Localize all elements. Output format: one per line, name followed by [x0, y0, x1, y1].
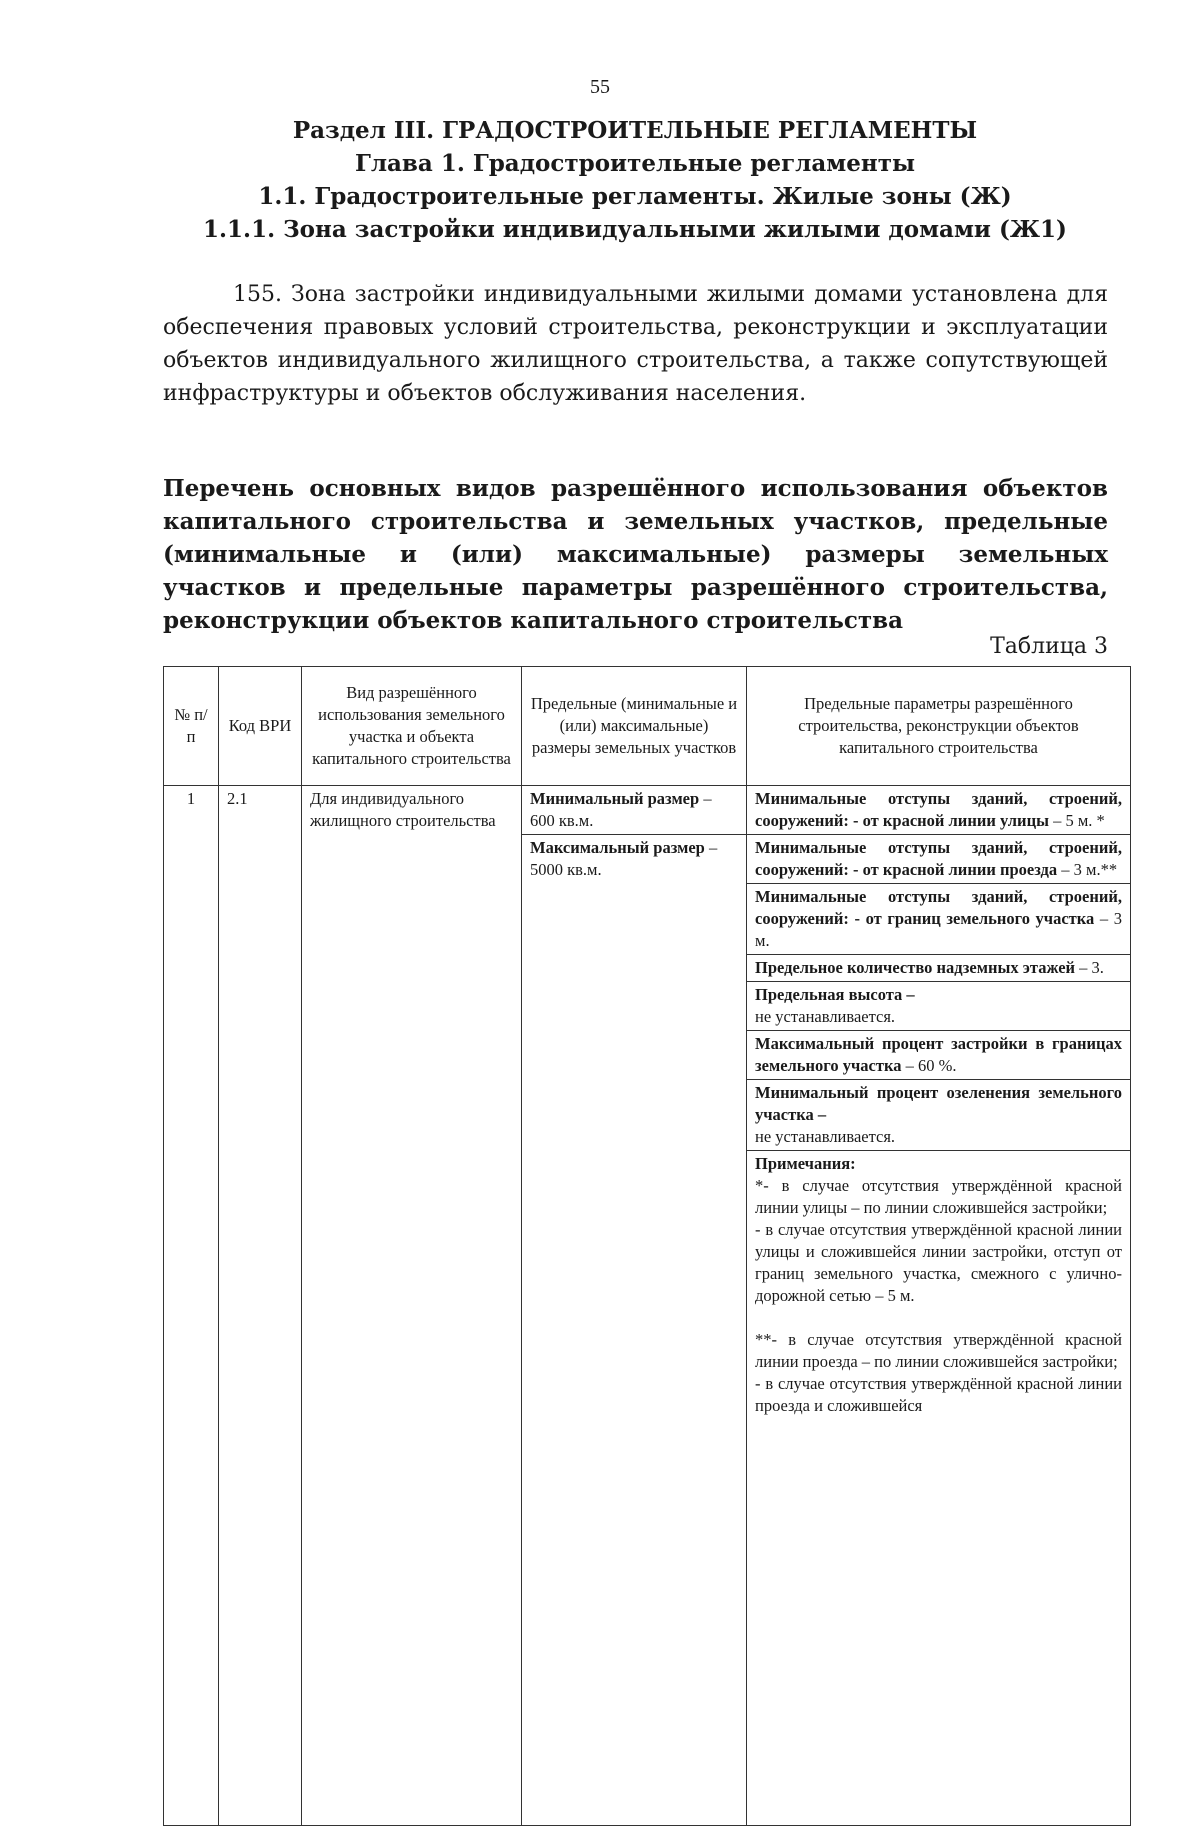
- param-rest: – 5 м. *: [1048, 811, 1105, 830]
- header-type: Вид разрешённого использования земельного участка и объекта капитального строительства: [302, 667, 522, 786]
- cell-num: 1: [164, 786, 219, 1826]
- param-cell: [747, 835, 1131, 884]
- zone-paragraph-text: 155. Зона застройки индивидуальными жилыми домами установлена для обеспечения правовых условий строительства, реконструкции и эксплуатации объектов индивидуального жилищного строительства, а также сопутствующей инфраструктуры и объектов обслуживания населения.: [163, 282, 1108, 406]
- header-params: Предельные параметры разрешённого строительства, реконструкции объектов капитального строительства: [747, 667, 1131, 786]
- subsection-heading: 1.1. Градостроительные регламенты. Жилые зоны (Ж): [258, 183, 1012, 210]
- param-rest: – 3 м.: [755, 909, 1122, 950]
- table-row: [164, 786, 1131, 835]
- param-bold: Минимальные отступы зданий, строений, сооружений: - от красной линии проезда: [755, 838, 1122, 879]
- table-caption: Таблица 3: [990, 634, 1108, 659]
- cell-min-size: [522, 786, 747, 835]
- param-bold: Минимальный процент озеленения земельного участка –: [755, 1083, 1122, 1124]
- min-size-value: – 600 кв.м.: [530, 789, 712, 830]
- max-size-label: Максимальный размер: [530, 838, 705, 857]
- header-sizes: Предельные (минимальные и (или) максимальные) размеры земельных участков: [522, 667, 747, 786]
- param-cell: [747, 982, 1131, 1031]
- min-size-label: Минимальный размер: [530, 789, 700, 808]
- param-cell: [747, 1031, 1131, 1080]
- section-headings: [0, 114, 1200, 246]
- param-bold: Предельная высота –: [755, 985, 915, 1004]
- note-text: - в случае отсутствия утверждённой красной линии проезда и сложившейся: [755, 1374, 1122, 1415]
- param-bold: Максимальный процент застройки в границах земельного участка: [755, 1034, 1122, 1075]
- notes-title: Примечания:: [755, 1154, 856, 1173]
- regulations-table: [163, 666, 1131, 1826]
- param-rest: – 60 %.: [901, 1056, 957, 1075]
- param-rest: – 3.: [1075, 958, 1104, 977]
- header-code: Код ВРИ: [219, 667, 302, 786]
- param-cell: [747, 786, 1131, 835]
- header-num: № п/п: [164, 667, 219, 786]
- max-size-value: – 5000 кв.м.: [530, 838, 718, 879]
- param-bold: Предельное количество надземных этажей: [755, 958, 1076, 977]
- note-text: **- в случае отсутствия утверждённой красной линии проезда – по линии сложившейся застройки;: [755, 1330, 1122, 1371]
- zone-paragraph: [163, 278, 1108, 410]
- param-rest: – 3 м.**: [1057, 860, 1118, 879]
- note-text: - в случае отсутствия утверждённой красной линии улицы и сложившейся линии застройки, отступ от границ земельного участка, смежного с улично-дорожной сетью – 5 м.: [755, 1220, 1122, 1305]
- page-number: 55: [590, 76, 610, 98]
- note-text: *- в случае отсутствия утверждённой красной линии улицы – по линии сложившейся застройки;: [755, 1176, 1122, 1217]
- list-title: Перечень основных видов разрешённого использования объектов капитального строительства и земельных участков, предельные (минимальные и (или) максимальные) размеры земельных участков и предельные параметры разрешённого строительства, реконструкции объектов капитального строительства: [163, 475, 1108, 634]
- cell-type: Для индивидуального жилищного строительства: [302, 786, 522, 1826]
- param-bold: Минимальные отступы зданий, строений, сооружений: - от красной линии улицы: [755, 789, 1122, 830]
- chapter-heading: Глава 1. Градостроительные регламенты: [354, 150, 916, 177]
- param-cell: [747, 884, 1131, 955]
- notes-cell: [747, 1151, 1131, 1826]
- param-rest: не устанавливается.: [755, 1127, 896, 1146]
- param-rest: не устанавливается.: [755, 1007, 896, 1026]
- cell-code: 2.1: [219, 786, 302, 1826]
- note-spacer: [755, 1307, 1122, 1329]
- cell-max-size: [522, 835, 747, 1826]
- param-cell: [747, 955, 1131, 982]
- param-cell: [747, 1080, 1131, 1151]
- zone-heading: 1.1.1. Зона застройки индивидуальными жилыми домами (Ж1): [203, 216, 1067, 243]
- param-bold: Минимальные отступы зданий, строений, сооружений: - от границ земельного участка: [755, 887, 1122, 928]
- table-header-row: [164, 667, 1131, 786]
- section-heading: Раздел III. ГРАДОСТРОИТЕЛЬНЫЕ РЕГЛАМЕНТЫ: [292, 117, 978, 144]
